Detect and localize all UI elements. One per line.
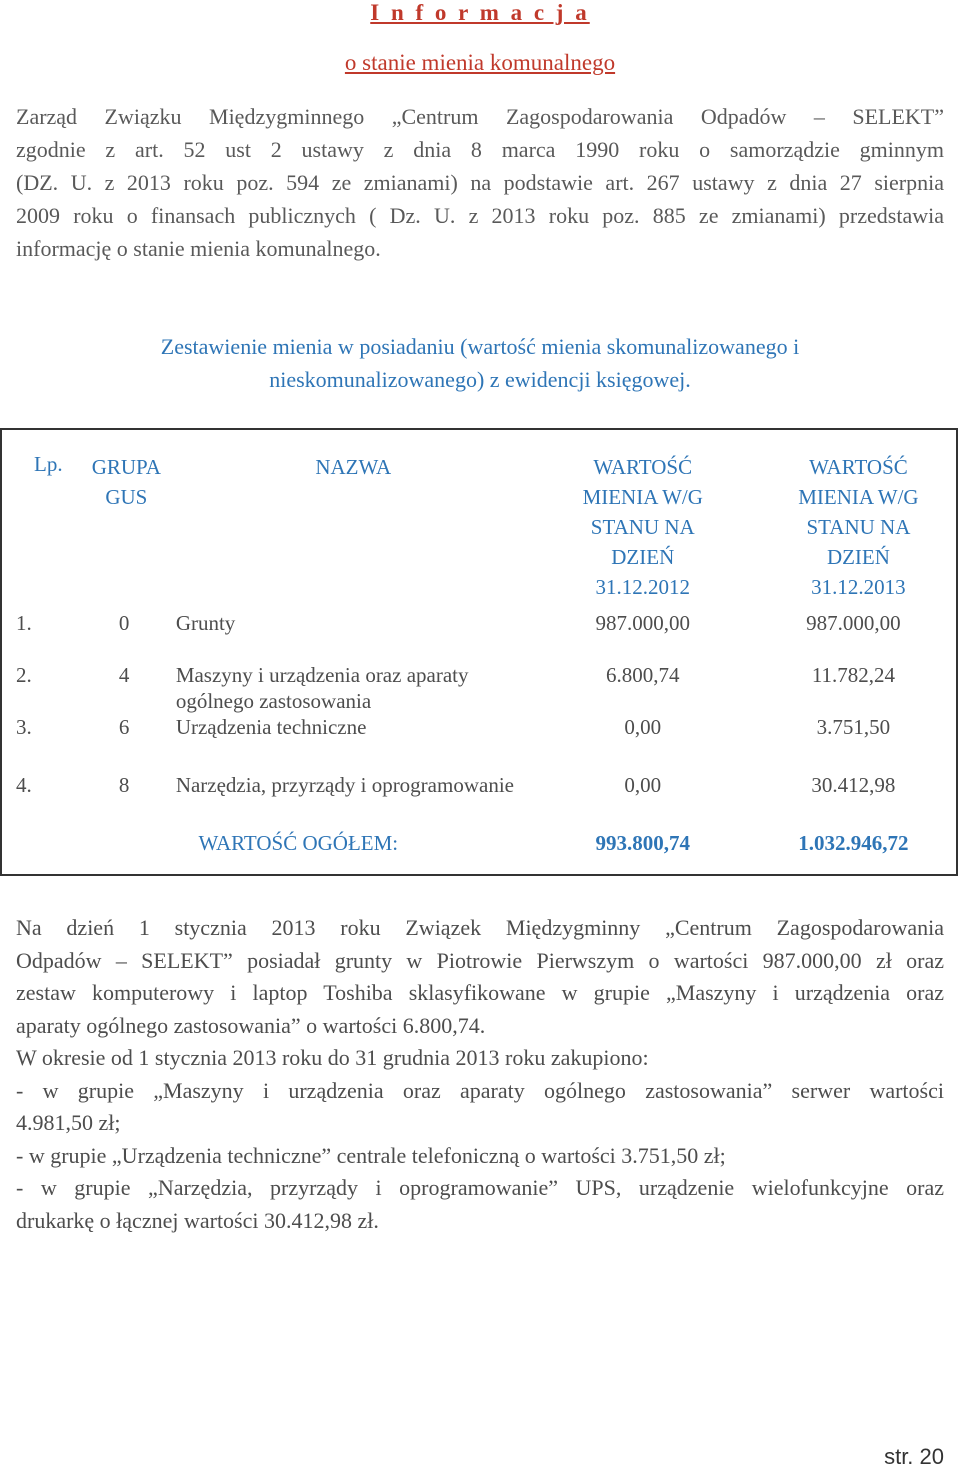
document-subtitle: o stanie mienia komunalnego [344,50,616,75]
assets-table [0,428,958,876]
header-value-2012: WARTOŚĆ MIENIA W/G STANU NA DZIEŃ 31.12.2012 [582,455,703,599]
body-line: W okresie od 1 stycznia 2013 roku do 31 grudnia 2013 roku zakupiono: [16,1045,649,1070]
body-line: - w grupie „Urządzenia techniczne” centrale telefoniczną o wartości 3.751,50 zł; [16,1142,726,1168]
body-line: Na dzień 1 stycznia 2013 roku Związek Międzygminny „Centrum Zagospodarowania [16,915,944,940]
table-row [1,662,957,714]
body-line: drukarkę o łącznej wartości 30.412,98 zł. [16,1207,379,1233]
row-value-2013: 3.751,50 [816,715,891,739]
row-value-2012: 6.800,74 [606,663,680,687]
intro-line: zgodnie z art. 52 ust 2 ustawy z dnia 8 marca 1990 roku o samorządzie gminnym [16,137,944,162]
row-gus: 0 [118,611,130,635]
total-value-2013: 1.032.946,72 [798,831,909,855]
intro-line: 2009 roku o finansach publicznych ( Dz. U. z 2013 roku poz. 885 ze zmianami) przedstawia [16,203,944,228]
row-gus: 6 [118,715,130,739]
row-value-2012: 0,00 [624,773,662,797]
body-line: - w grupie „Narzędzia, przyrządy i oprogramowanie” UPS, urządzenie wielofunkcyjne oraz [16,1175,944,1200]
header-gus: GRUPA GUS [91,455,161,509]
body-line: aparaty ogólnego zastosowania” o wartości 6.800,74. [16,1012,486,1038]
intro-line: Zarząd Związku Międzygminnego „Centrum Zagospodarowania Odpadów – SELEKT” [16,104,944,129]
row-lp: 3. [16,715,32,739]
document-title: I n f o r m a c j a [370,0,590,25]
row-lp: 2. [16,663,32,687]
total-value-2012: 993.800,74 [595,831,690,855]
row-value-2013: 11.782,24 [811,663,896,687]
summary-heading [0,330,960,396]
table-row [1,714,957,772]
summary-heading-line: nieskomunalizowanego) z ewidencji księgowej. [269,367,691,392]
total-label: WARTOŚĆ OGÓŁEM: [198,831,399,855]
row-value-2012: 987.000,00 [595,611,690,635]
table-total-row [1,828,957,875]
intro-line: informację o stanie mienia komunalnego. [16,236,381,261]
header-lp: Lp. [34,452,63,476]
row-name: Grunty [175,611,236,635]
row-name: Narzędzia, przyrządy i oprogramowanie [175,773,514,797]
row-name: Urządzenia techniczne [175,715,367,739]
row-lp: 1. [16,611,32,635]
row-value-2013: 987.000,00 [806,611,901,635]
body-line: zestaw komputerowy i laptop Toshiba sklasyfikowane w grupie „Maszyny i urządzenia oraz [16,980,944,1005]
row-value-2013: 30.412,98 [811,773,896,797]
body-line: - w grupie „Maszyny i urządzenia oraz aparaty ogólnego zastosowania” serwer wartości [16,1077,944,1103]
row-value-2012: 0,00 [624,715,662,739]
body-paragraph [16,912,944,1237]
row-name: Maszyny i urządzenia oraz aparaty ogólnego zastosowania [175,663,469,713]
header-value-2013: WARTOŚĆ MIENIA W/G STANU NA DZIEŃ 31.12.2013 [798,455,919,599]
body-line: Odpadów – SELEKT” posiadał grunty w Piotrowie Pierwszym o wartości 987.000,00 zł oraz [16,947,944,973]
table-row [1,602,957,662]
page-number: str. 20 [884,1444,944,1469]
table-header-row [1,429,957,602]
intro-line: (DZ. U. z 2013 roku poz. 594 ze zmianami) na podstawie art. 267 ustawy z dnia 27 sierpnia [16,170,944,195]
header-name: NAZWA [315,455,392,479]
body-line: 4.981,50 zł; [16,1110,121,1135]
summary-heading-line: Zestawienie mienia w posiadaniu (wartość mienia skomunalizowanego i [160,334,800,359]
row-lp: 4. [16,773,32,797]
row-gus: 4 [118,663,130,687]
table-row [1,772,957,828]
intro-paragraph [16,100,944,265]
row-gus: 8 [118,773,130,797]
